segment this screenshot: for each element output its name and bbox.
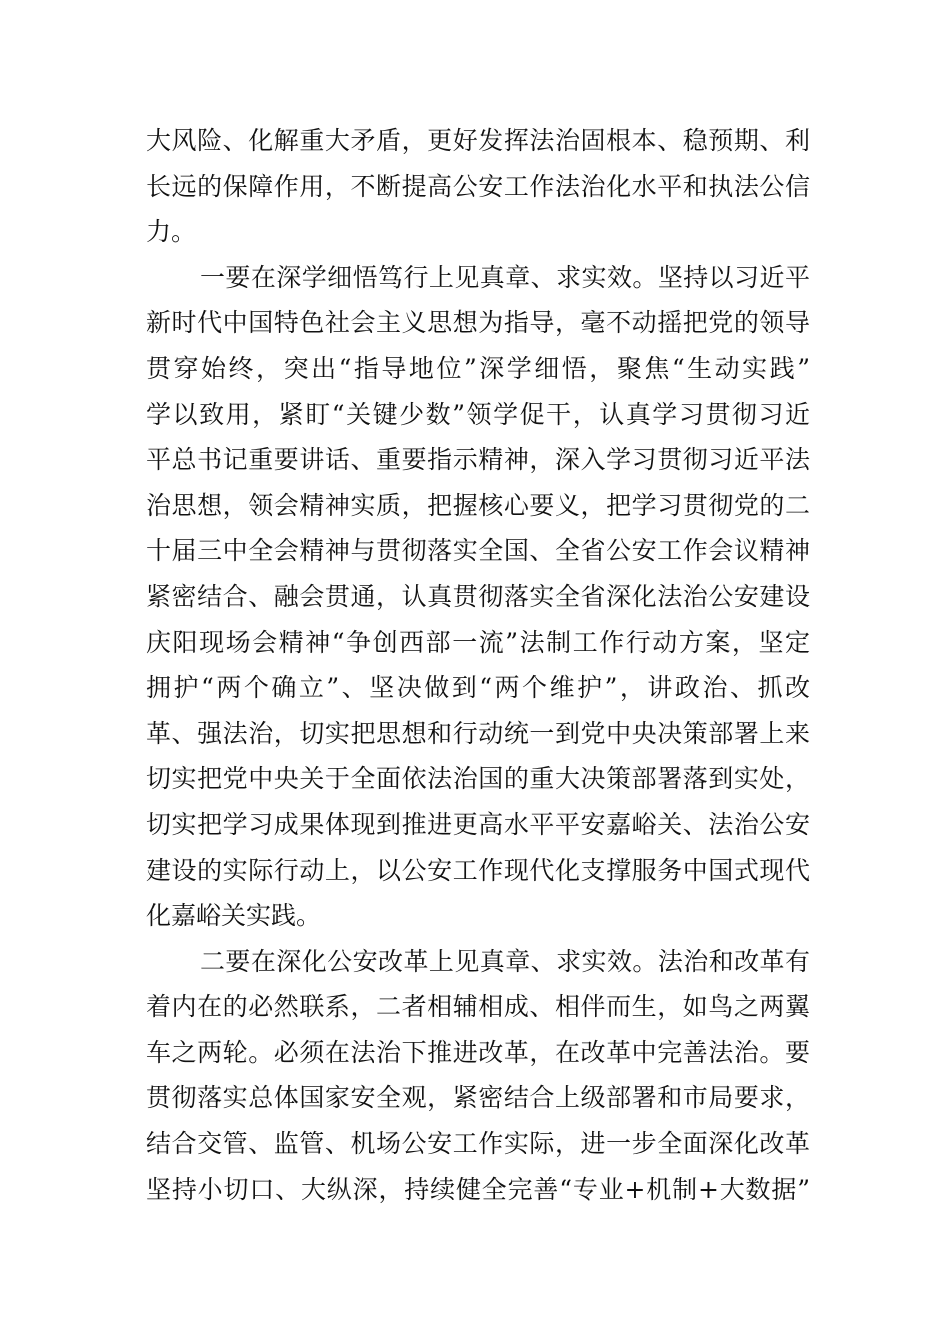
text-line: 力。 [146,217,197,247]
text-line: 大风险、化解重大矛盾，更好发挥法治固根本、稳预期、利 [146,126,810,155]
paragraph-first-line: 一要在深学细悟笃行上见真章、求实效。坚持以习近平 [200,262,810,292]
text-line: 车之两轮。必须在法治下推进改革，在改革中完善法治。要 [146,1037,810,1067]
text-line: 十届三中全会精神与贯彻落实全国、全省公安工作会议精神 [146,536,810,566]
text-line: 结合交管、监管、机场公安工作实际，进一步全面深化改革 [146,1129,810,1159]
text-line: 化嘉峪关实践。 [146,901,322,931]
text-line: 贯穿始终，突出“指导地位”深学细悟，聚焦“生动实践” [146,353,810,383]
text-line: 建设的实际行动上，以公安工作现代化支撑服务中国式现代 [146,855,810,885]
text-line: 学以致用，紧盯“关键少数”领学促干，认真学习贯彻习近 [146,399,810,429]
document-body [146,118,810,1212]
text-line: 紧密结合、融会贯通，认真贯彻落实全省深化法治公安建设 [146,581,810,611]
paragraph-first-line: 二要在深化公安改革上见真章、求实效。法治和改革有 [200,946,810,976]
text-line: 长远的保障作用，不断提高公安工作法治化水平和执法公信 [146,171,810,201]
text-line: 新时代中国特色社会主义思想为指导，毫不动摇把党的领导 [146,308,810,338]
text-line: 贯彻落实总体国家安全观，紧密结合上级部署和市局要求， [146,1083,810,1113]
text-line: 着内在的必然联系，二者相辅相成、相伴而生，如鸟之两翼 [146,992,810,1022]
text-line: 坚持小切口、大纵深，持续健全完善“专业+机制+大数据” [146,1174,810,1204]
text-line: 切实把党中央关于全面依法治国的重大决策部署落到实处， [146,764,810,794]
text-line: 革、强法治，切实把思想和行动统一到党中央决策部署上来 [146,718,810,748]
text-line: 治思想，领会精神实质，把握核心要义，把学习贯彻党的二 [146,490,810,520]
text-line: 平总书记重要讲话、重要指示精神，深入学习贯彻习近平法 [146,445,810,475]
text-line: 拥护“两个确立”、坚决做到“两个维护”，讲政治、抓改 [146,673,810,703]
text-line: 切实把学习成果体现到推进更高水平平安嘉峪关、法治公安 [146,809,810,839]
text-line: 庆阳现场会精神“争创西部一流”法制工作行动方案，坚定 [146,627,810,657]
